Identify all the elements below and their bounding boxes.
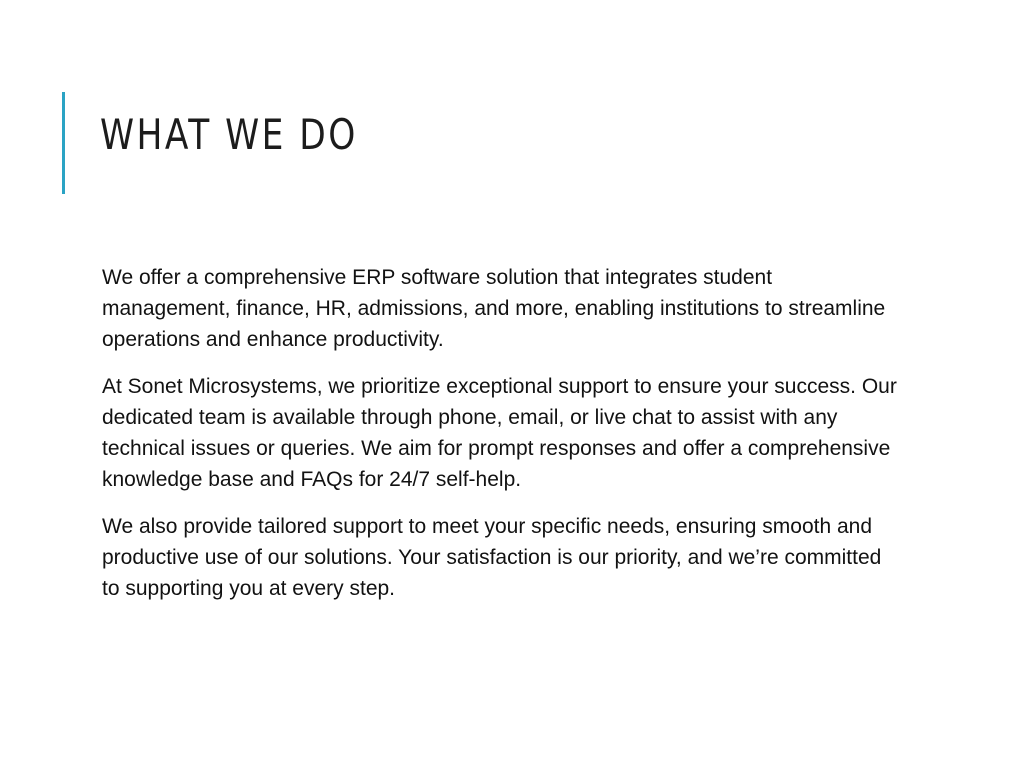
body-paragraph-2: At Sonet Microsystems, we prioritize exceptional support to ensure your success. Our dedicated team is available through phone, email, or live chat to assist with any technical issues or queries. We aim for prompt responses and offer a comprehensive knowledge base and FAQs for 24/7 self-help. xyxy=(102,375,897,491)
body-paragraph-3: We also provide tailored support to meet your specific needs, ensuring smooth and productive use of our solutions. Your satisfaction is our priority, and we’re committed to supporting you at every step. xyxy=(102,515,882,600)
body-paragraph-1: We offer a comprehensive ERP software solution that integrates student management, finance, HR, admissions, and more, enabling institutions to streamline operations and enhance productivity. xyxy=(102,266,886,351)
slide-title: WHAT WE DO xyxy=(100,110,358,159)
title-accent-bar xyxy=(62,92,65,194)
slide-body xyxy=(102,262,902,620)
